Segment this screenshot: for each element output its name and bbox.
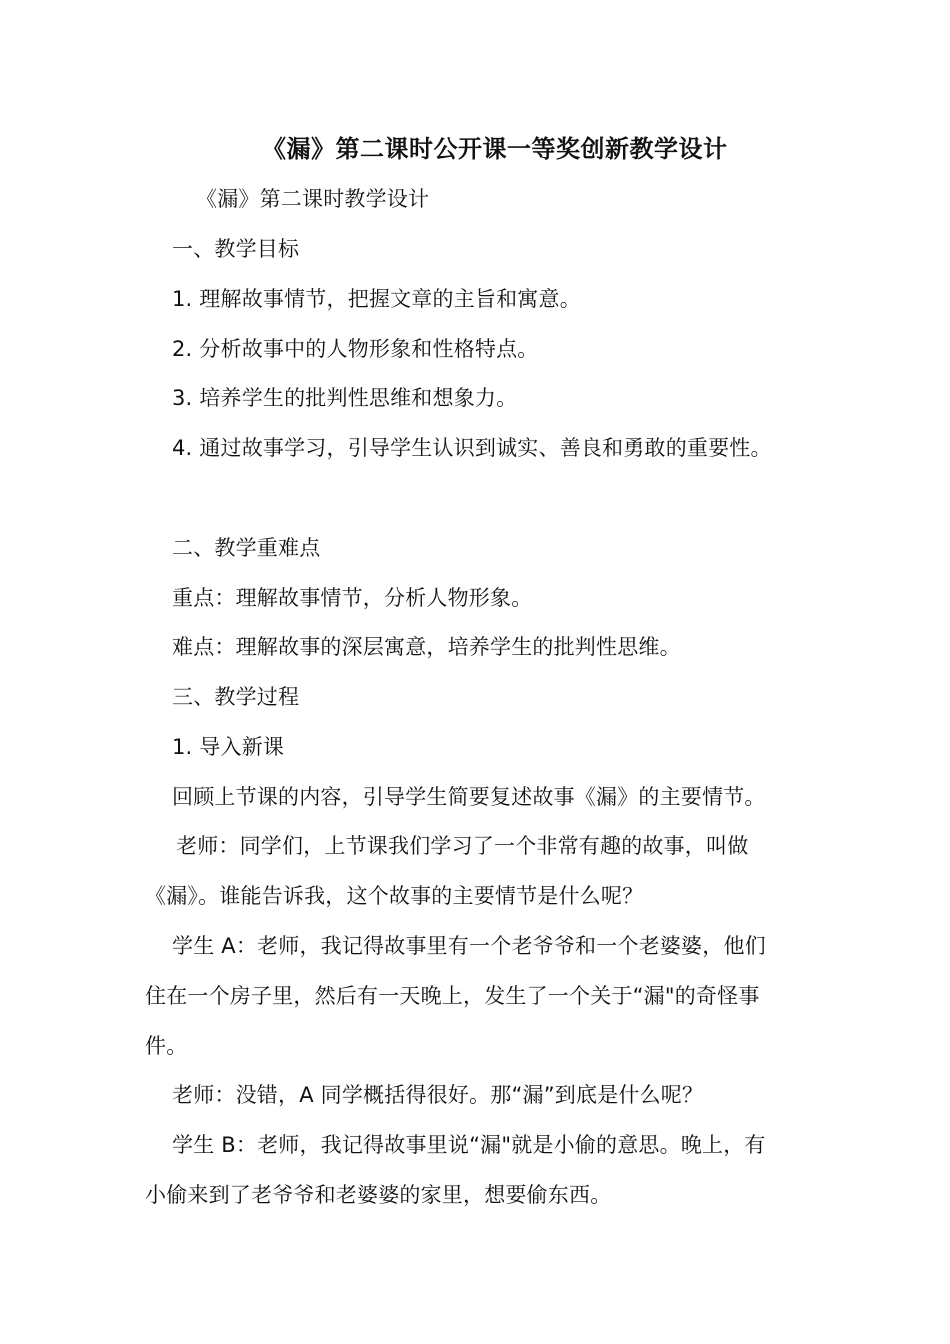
dialogue-teacher-line: 老师：同学们，上节课我们学习了一个非常有趣的故事，叫做 — [176, 834, 749, 858]
dialogue-student-a-line: 学生 A：老师，我记得故事里有一个老爷爷和一个老婆婆，他们 — [172, 934, 766, 958]
dialogue-teacher-line: 老师：没错，A 同学概括得很好。那“漏”到底是什么呢？ — [172, 1083, 704, 1107]
objective-item: 4. 通过故事学习，引导学生认识到诚实、善良和勇敢的重要性。 — [172, 436, 772, 460]
process-step-heading: 1. 导入新课 — [172, 735, 285, 759]
section-heading-objectives: 一、教学目标 — [172, 237, 300, 261]
paragraph-intro: 回顾上节课的内容，引导学生简要复述故事《漏》的主要情节。 — [172, 785, 766, 809]
dialogue-student-b-line: 小偷来到了老爷爷和老婆婆的家里，想要偷东西。 — [145, 1183, 612, 1207]
objective-item: 3. 培养学生的批判性思维和想象力。 — [172, 386, 518, 410]
objective-item: 2. 分析故事中的人物形象和性格特点。 — [172, 337, 539, 361]
section-heading-key-points: 二、教学重难点 — [172, 536, 321, 560]
dialogue-student-a-line: 住在一个房子里，然后有一天晚上，发生了一个关于“漏"的奇怪事 — [145, 984, 760, 1008]
dialogue-teacher-line: 《漏》。谁能告诉我，这个故事的主要情节是什么呢？ — [145, 884, 644, 908]
document-title: 《漏》第二课时公开课一等奖创新教学设计 — [262, 135, 728, 163]
objective-item: 1. 理解故事情节，把握文章的主旨和寓意。 — [172, 287, 581, 311]
dialogue-student-b-line: 学生 B：老师，我记得故事里说“漏"就是小偷的意思。晚上，有 — [172, 1133, 766, 1157]
dialogue-student-a-line: 件。 — [145, 1034, 188, 1058]
difficult-point-text: 难点：理解故事的深层寓意，培养学生的批判性思维。 — [172, 635, 681, 659]
section-heading-process: 三、教学过程 — [172, 685, 300, 709]
document-subtitle: 《漏》第二课时教学设计 — [196, 187, 430, 211]
key-point-text: 重点：理解故事情节，分析人物形象。 — [172, 586, 533, 610]
